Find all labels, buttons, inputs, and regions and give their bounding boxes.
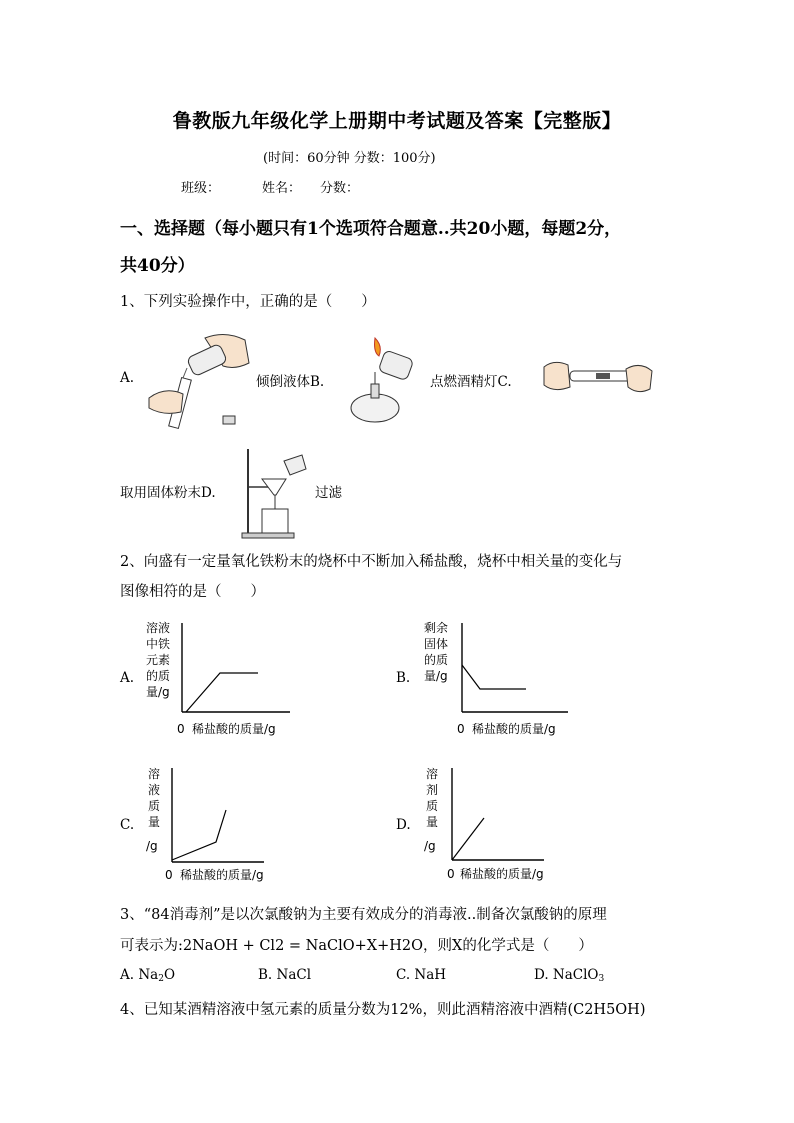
graph-b-ylabel-4: 量/g <box>424 669 448 683</box>
question-3-stem: 3、“84消毒剂”是以次氯酸钠为主要有效成分的消毒液..制备次氯酸钠的原理 <box>120 907 607 923</box>
q3-option-a: A. $Na_2O$ <box>120 967 176 984</box>
graph-a-xlabel: 稀盐酸的质量/g <box>192 722 276 736</box>
question-4-stem: 4、已知某酒精溶液中氢元素的质量分数为12%，则此酒精溶液中酒精(C2H5OH) <box>120 1002 646 1018</box>
graph-a-ylabel-3: 元素 <box>146 653 171 667</box>
graph-c-xlabel: 稀盐酸的质量/g <box>180 868 264 882</box>
question-1-stem: 1、下列实验操作中，正确的是（ ） <box>120 294 376 310</box>
q2-graph-c-label: C. <box>120 817 135 833</box>
q2-graph-d <box>418 760 578 885</box>
q2-graph-b <box>418 615 578 740</box>
section-heading-cont: 共40分） <box>120 256 195 276</box>
graph-b-ylabel-1: 剩余 <box>424 621 449 635</box>
graph-c-curve <box>172 810 226 860</box>
graph-d-ylabel-1: 溶 <box>426 767 439 781</box>
pouring-liquid-illustration <box>145 328 255 433</box>
graph-d-ylabel-5: /g <box>424 839 436 853</box>
graph-c-ylabel-3: 质 <box>148 799 161 813</box>
alcohol-lamp-illustration <box>345 332 427 427</box>
graph-d-xlabel: 稀盐酸的质量/g <box>460 867 544 881</box>
page-title: 鲁教版九年级化学上册期中考试题及答案【完整版】 <box>172 110 622 132</box>
class-field: 班级： <box>181 181 221 196</box>
question-2-stem: 2、向盛有一定量氧化铁粉末的烧杯中不断加入稀盐酸，烧杯中相关量的变化与 <box>120 554 623 570</box>
q3-option-d: D. NaClO$_3$ <box>534 967 605 984</box>
graph-b-origin: 0 <box>457 722 465 736</box>
q2-graph-d-label: D. <box>396 817 411 833</box>
q1-option-b-text: 点燃酒精灯C. <box>430 374 512 390</box>
graph-b-curve <box>462 665 526 689</box>
time-score: (时间：60分钟 分数：100分) <box>263 151 436 166</box>
section-heading: 一、选择题（每小题只有1个选项符合题意..共20小题，每题2分， <box>120 219 622 239</box>
score-field: 分数： <box>320 181 360 196</box>
graph-d-ylabel-3: 质 <box>426 799 439 813</box>
graph-d-ylabel-4: 量 <box>426 815 439 829</box>
graph-a-ylabel-4: 的质 <box>146 669 171 683</box>
question-2-stem-cont: 图像相符的是（ ） <box>120 584 265 600</box>
graph-a-curve <box>186 673 258 712</box>
q3-option-b: B. NaCl <box>258 967 312 983</box>
q2-graph-a-label: A. <box>120 670 135 686</box>
graph-d-ylabel-2: 剂 <box>426 783 439 797</box>
name-field: 姓名： <box>262 181 302 196</box>
graph-c-ylabel-4: 量 <box>148 815 161 829</box>
q1-option-c-text: 取用固体粉末D. <box>120 485 216 501</box>
graph-c-ylabel-1: 溶 <box>148 767 161 781</box>
filtration-illustration <box>240 445 315 540</box>
q1-option-a-label: A. <box>120 370 135 386</box>
graph-a-ylabel-5: 量/g <box>146 685 170 699</box>
graph-c-ylabel-5: /g <box>146 839 158 853</box>
graph-d-curve <box>452 818 484 860</box>
graph-b-ylabel-3: 的质 <box>424 653 449 667</box>
question-3-stem-cont: 可表示为:2NaOH + Cl2 = NaClO+X+H2O，则X的化学式是（ ） <box>120 938 593 954</box>
graph-c-origin: 0 <box>165 868 173 882</box>
graph-b-xlabel: 稀盐酸的质量/g <box>472 722 556 736</box>
graph-a-ylabel-2: 中铁 <box>146 637 171 651</box>
q2-graph-a <box>140 615 300 740</box>
graph-a-ylabel-1: 溶液 <box>146 621 171 635</box>
q1-option-d-text: 过滤 <box>315 485 342 501</box>
graph-c-ylabel-2: 液 <box>148 783 161 797</box>
powder-in-test-tube-illustration <box>540 357 655 402</box>
q2-graph-c <box>140 760 300 885</box>
q3-option-c: C. NaH <box>396 967 447 983</box>
graph-a-origin: 0 <box>177 722 185 736</box>
graph-d-origin: 0 <box>447 867 455 881</box>
q2-graph-b-label: B. <box>396 670 411 686</box>
graph-b-ylabel-2: 固体 <box>424 637 449 651</box>
q1-option-a-text: 倾倒液体B. <box>256 374 325 390</box>
